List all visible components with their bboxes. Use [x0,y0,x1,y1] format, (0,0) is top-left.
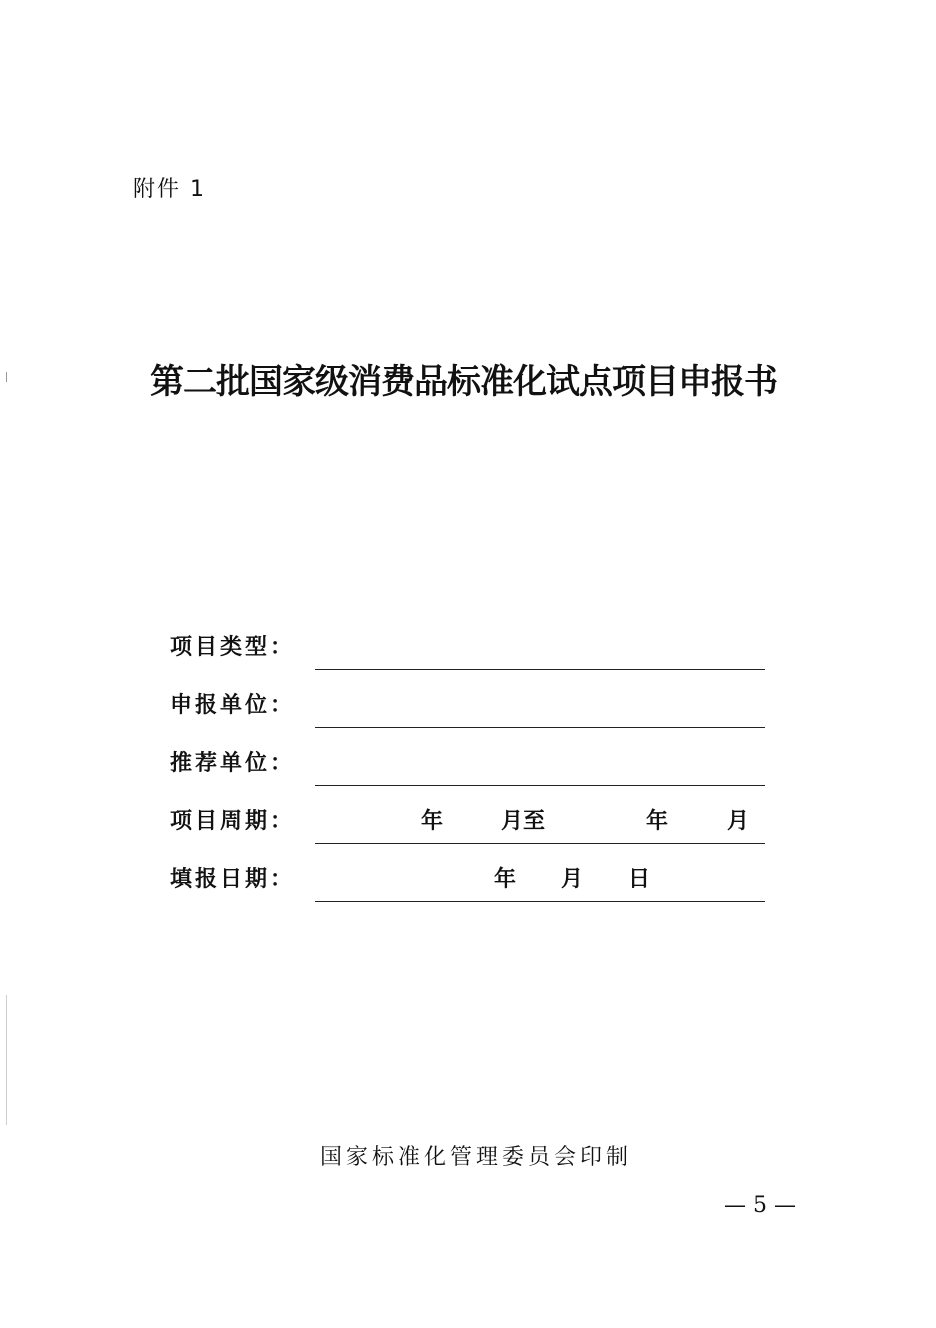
fill-year: 年 [494,867,517,892]
recommender-line [315,785,765,786]
project-period-row [170,804,765,844]
fill-day: 日 [628,867,651,892]
period-year-start: 年 [421,809,444,834]
project-period-label: 项目周期： [170,809,296,834]
project-type-line [315,669,765,670]
period-month-to: 月至 [501,809,546,834]
fill-date-line [315,901,765,902]
scan-edge-mark [6,372,7,382]
recommender-row [170,746,765,786]
project-type-label: 项目类型： [170,635,296,660]
applicant-label: 申报单位： [170,693,296,718]
page-number: — 5 — [724,1193,796,1218]
document-title: 第二批国家级消费品标准化试点项目申报书 [150,362,777,402]
scan-edge-mark [6,995,7,1125]
recommender-label: 推荐单位： [170,751,296,776]
project-type-row [170,630,765,670]
attachment-label: 附件 1 [133,177,206,202]
printer-credit: 国家标准化管理委员会印制 [320,1145,633,1170]
period-month-end: 月 [727,809,750,834]
period-year-end: 年 [646,809,669,834]
project-period-line [315,843,765,844]
fill-month: 月 [561,867,584,892]
fill-date-row [170,862,765,902]
fill-date-label: 填报日期： [170,867,296,892]
applicant-row [170,688,765,728]
applicant-line [315,727,765,728]
